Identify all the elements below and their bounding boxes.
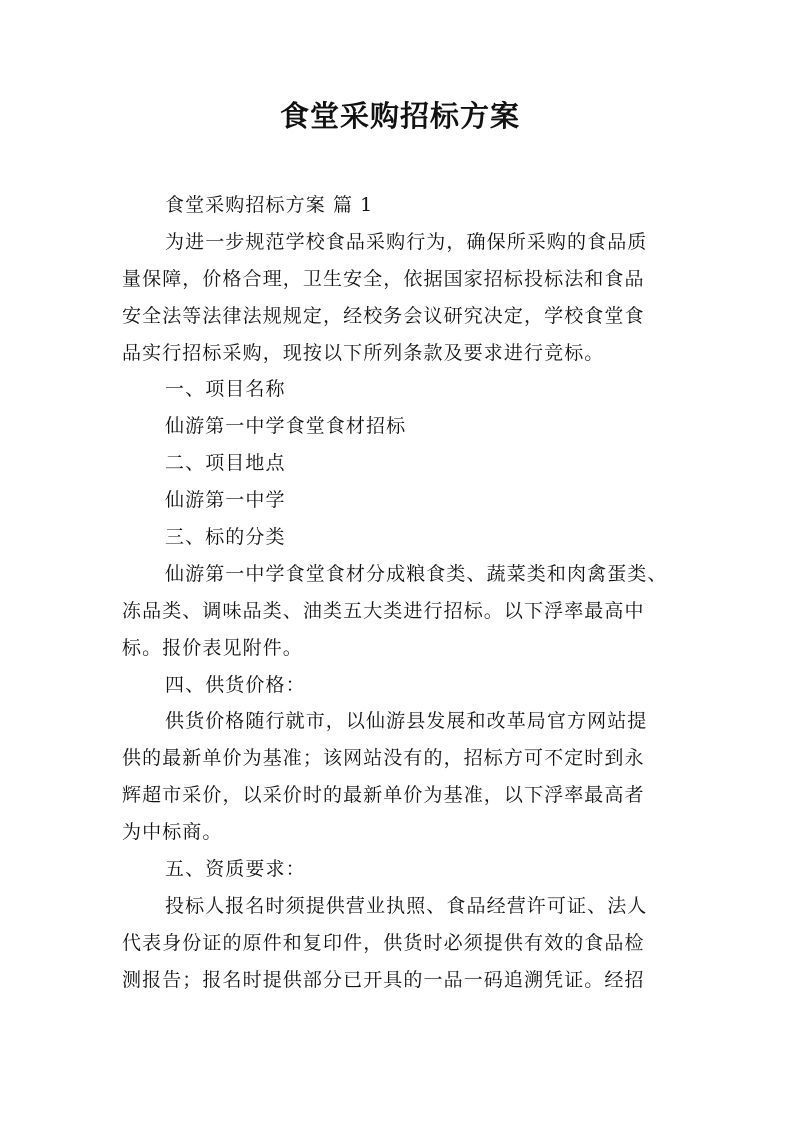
- text-line: 仙游第一中学食堂食材分成粮食类、蔬菜类和肉禽蛋类、: [165, 562, 668, 585]
- text-line: 食堂采购招标方案 篇 1: [165, 194, 374, 216]
- text-line: 五、资质要求：: [165, 858, 306, 881]
- text-line: 代表身份证的原件和复印件，供货时必须提供有效的食品检: [122, 931, 645, 954]
- text-line: 量保障，价格合理，卫生安全，依据国家招标投标法和食品: [122, 267, 645, 290]
- text-line: 一、项目名称: [165, 378, 286, 401]
- document-title: 食堂采购招标方案: [279, 99, 520, 133]
- text-line: 品实行招标采购，现按以下所列条款及要求进行竞标。: [122, 341, 605, 364]
- text-line: 安全法等法律法规规定，经校务会议研究决定，学校食堂食: [122, 304, 645, 327]
- text-line: 四、供货价格：: [165, 673, 306, 696]
- text-line: 仙游第一中学食堂食材招标: [165, 415, 407, 438]
- text-line: 仙游第一中学: [165, 489, 286, 512]
- text-line: 二、项目地点: [165, 452, 286, 475]
- text-line: 供的最新单价为基准；该网站没有的，招标方可不定时到永: [122, 747, 645, 770]
- text-line: 冻品类、调味品类、油类五大类进行招标。以下浮率最高中: [122, 599, 645, 622]
- text-line: 供货价格随行就市，以仙游县发展和改革局官方网站提: [165, 710, 648, 733]
- text-line: 测报告；报名时提供部分已开具的一品一码追溯凭证。经招: [122, 968, 645, 991]
- text-line: 为进一步规范学校食品采购行为，确保所采购的食品质: [165, 230, 648, 253]
- text-line: 为中标商。: [122, 821, 223, 844]
- text-line: 投标人报名时须提供营业执照、食品经营许可证、法人: [165, 894, 648, 917]
- text-line: 标。报价表见附件。: [122, 636, 303, 659]
- text-line: 三、标的分类: [165, 526, 286, 549]
- text-line: 辉超市采价，以采价时的最新单价为基准，以下浮率最高者: [122, 784, 645, 807]
- document-body: [122, 187, 692, 999]
